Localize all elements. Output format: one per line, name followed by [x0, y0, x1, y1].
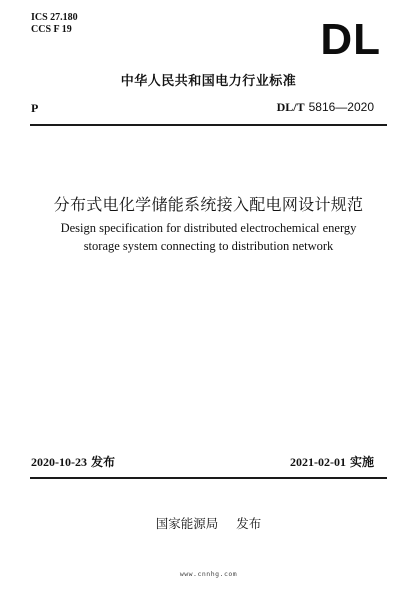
website-watermark: www.cnnhg.com — [179, 570, 238, 578]
ics-code: ICS 27.180 — [31, 12, 78, 23]
footer-divider — [30, 477, 387, 479]
publish-date-value: 2020-10-23 — [31, 455, 87, 469]
publish-label: 发布 — [91, 455, 116, 469]
effective-date-value: 2021-02-01 — [289, 455, 346, 469]
effective-label: 实施 — [349, 455, 374, 469]
standard-number-value: 5816—2020 — [308, 100, 374, 114]
issuer-name: 国家能源局 — [155, 516, 219, 531]
standard-prefix: DL/T — [276, 100, 305, 114]
dl-logo: DL — [320, 15, 381, 64]
document-title-english — [0, 219, 417, 255]
ccs-code: CCS F 19 — [31, 24, 72, 35]
header-divider — [30, 124, 387, 126]
standard-category-title: 中华人民共和国电力行业标准 — [120, 74, 297, 89]
publish-date — [31, 453, 115, 470]
classification-code: P — [31, 101, 39, 115]
issuer-line — [0, 514, 417, 532]
english-title-line-2: storage system connecting to distribution network — [83, 239, 334, 253]
effective-date — [290, 453, 374, 470]
english-title-line-1: Design specification for distributed electrochemical energy — [60, 221, 357, 235]
standard-codes — [31, 12, 78, 36]
issuer-action: 发布 — [236, 516, 262, 531]
document-title-chinese: 分布式电化学储能系统接入配电网设计规范 — [53, 195, 364, 214]
standard-number — [277, 100, 374, 115]
